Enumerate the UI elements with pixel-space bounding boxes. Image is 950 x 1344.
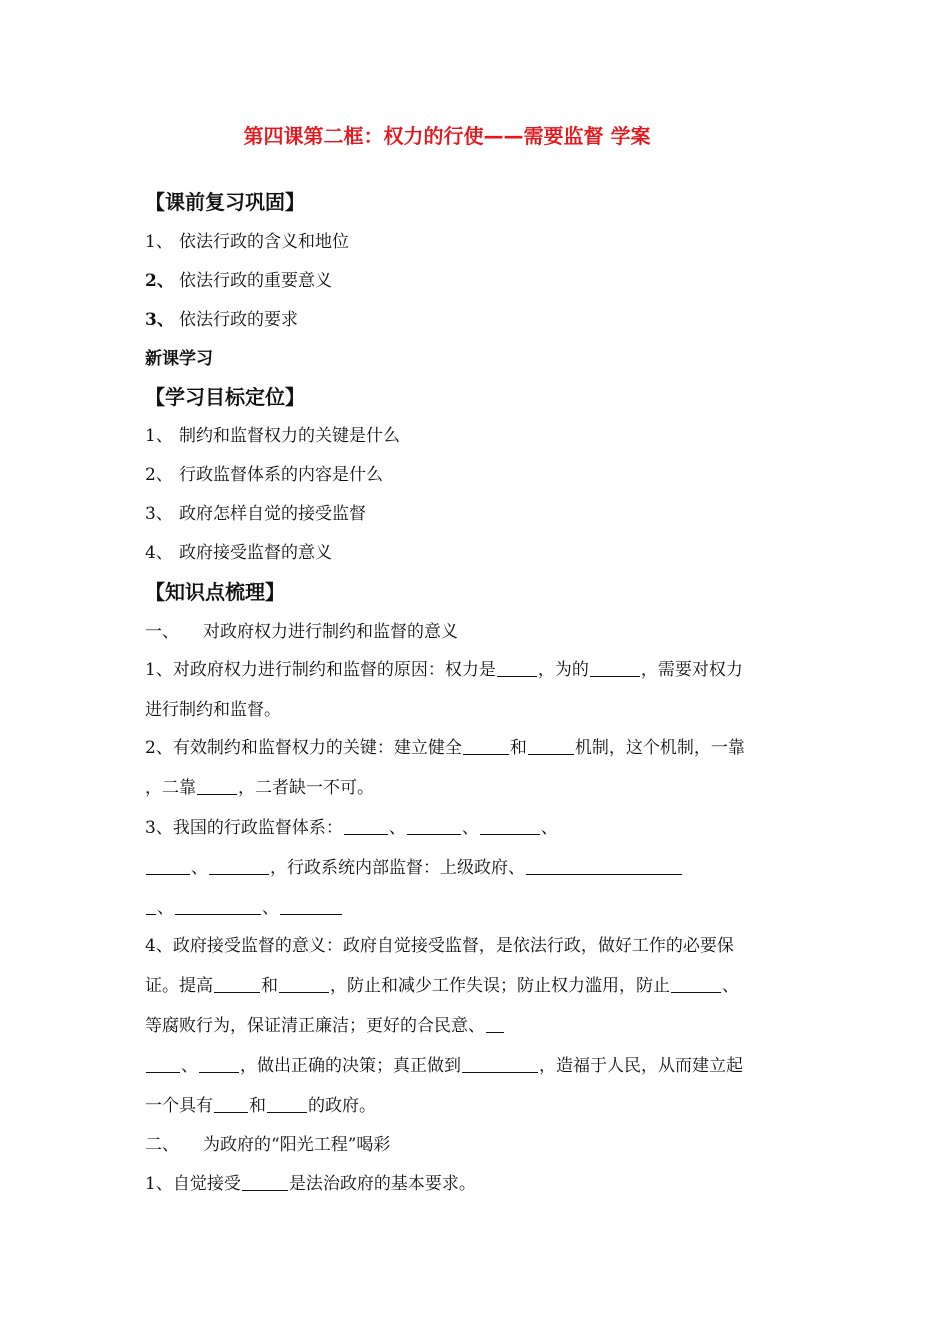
fill-blank[interactable]	[146, 898, 156, 915]
fill-blank[interactable]	[279, 976, 329, 993]
section-one-title	[145, 620, 458, 644]
paragraph-3-line-2	[145, 856, 683, 880]
item-number: 3、	[145, 310, 174, 330]
text: 、	[262, 898, 279, 918]
new-lesson-label: 新课学习	[145, 349, 213, 369]
section-number: 一、	[145, 622, 179, 642]
section-text: 对政府权力进行制约和监督的意义	[203, 622, 458, 642]
fill-blank[interactable]	[528, 738, 574, 755]
fill-blank[interactable]	[214, 1096, 248, 1113]
item-text: 依法行政的重要意义	[179, 271, 332, 291]
paragraph-1-line-2	[145, 698, 281, 722]
section-two-title	[145, 1133, 390, 1157]
fill-blank[interactable]	[146, 1056, 180, 1073]
item-number: 1、	[145, 426, 173, 446]
fill-blank[interactable]	[407, 818, 461, 835]
text: 和	[249, 1096, 266, 1116]
item-number: 2、	[145, 465, 173, 485]
text: 进行制约和监督。	[145, 700, 281, 720]
goal-item-2	[145, 463, 383, 487]
paragraph-4-line-2	[145, 974, 739, 998]
paragraph-2-line-1	[145, 736, 745, 760]
paragraph-3-line-1	[145, 816, 558, 840]
fill-blank[interactable]	[526, 858, 682, 875]
fill-blank[interactable]	[214, 976, 260, 993]
text: 和	[261, 976, 278, 996]
paragraph-5	[145, 1172, 476, 1196]
text: 、	[722, 976, 739, 996]
item-text: 政府怎样自觉的接受监督	[179, 504, 366, 524]
text: ，为的	[537, 660, 589, 680]
text: ，二靠	[145, 778, 196, 798]
item-text: 行政监督体系的内容是什么	[179, 465, 383, 485]
paragraph-1-line-1	[145, 658, 743, 682]
page-title: 第四课第二框：权力的行使——需要监督 学案	[243, 124, 651, 148]
item-text: 政府接受监督的意义	[179, 543, 332, 563]
fill-blank[interactable]	[480, 818, 540, 835]
text: 机制，这个机制，一靠	[574, 738, 745, 758]
paragraph-4-line-1	[145, 934, 734, 958]
review-item-1	[145, 230, 349, 254]
fill-blank[interactable]	[590, 660, 640, 677]
fill-blank[interactable]	[344, 818, 388, 835]
text: 的政府。	[308, 1096, 376, 1116]
knowledge-heading: 【知识点梳理】	[145, 580, 285, 604]
paragraph-2-line-2	[145, 776, 374, 800]
section-number: 二、	[145, 1135, 179, 1155]
fill-blank[interactable]	[267, 1096, 307, 1113]
text: 、	[191, 858, 208, 878]
review-heading: 【课前复习巩固】	[145, 190, 305, 214]
item-text: 依法行政的要求	[179, 310, 298, 330]
fill-blank[interactable]	[242, 1174, 288, 1191]
review-item-3	[145, 308, 298, 332]
text: ，做出正确的决策；真正做到	[240, 1056, 461, 1076]
paragraph-3-line-3	[145, 896, 343, 920]
text: 、	[540, 818, 558, 838]
goal-item-1	[145, 424, 400, 448]
text: ，需要对权力	[640, 660, 743, 680]
text: ，造福于人民，从而建立起	[539, 1056, 743, 1076]
text: 3、我国的行政监督体系：	[145, 818, 343, 838]
text: 等腐败行为，保证清正廉洁；更好的合民意、	[145, 1016, 485, 1036]
text: 证。提高	[145, 976, 213, 996]
text: 4、政府接受监督的意义：政府自觉接受监督，是依法行政，做好工作的必要保	[145, 936, 734, 956]
text: ，防止和减少工作失误；防止权力滥用，防止	[330, 976, 670, 996]
text: 2、有效制约和监督权力的关键：建立健全	[145, 738, 462, 758]
paragraph-4-line-3	[145, 1014, 505, 1038]
section-text: 为政府的“阳光工程”喝彩	[203, 1135, 391, 1155]
fill-blank[interactable]	[175, 898, 261, 915]
item-number: 2、	[145, 271, 174, 291]
fill-blank[interactable]	[209, 858, 269, 875]
text: 一个具有	[145, 1096, 213, 1116]
goal-item-4	[145, 541, 332, 565]
item-number: 4、	[145, 543, 173, 563]
goals-heading: 【学习目标定位】	[145, 385, 305, 409]
text: 、	[157, 898, 174, 918]
text: 是法治政府的基本要求。	[288, 1174, 476, 1194]
item-text: 依法行政的含义和地位	[179, 232, 349, 252]
paragraph-4-line-4	[145, 1054, 743, 1078]
fill-blank[interactable]	[463, 738, 509, 755]
fill-blank[interactable]	[497, 660, 537, 677]
item-number: 3、	[145, 504, 173, 524]
text: 1、自觉接受	[145, 1174, 241, 1194]
fill-blank[interactable]	[486, 1016, 504, 1033]
text: 、	[181, 1056, 198, 1076]
text: ，二者缺一不可。	[238, 778, 374, 798]
item-text: 制约和监督权力的关键是什么	[179, 426, 400, 446]
fill-blank[interactable]	[146, 858, 190, 875]
text: ，行政系统内部监督：上级政府、	[270, 858, 525, 878]
paragraph-4-line-5	[145, 1094, 376, 1118]
item-number: 1、	[145, 232, 173, 252]
text: 1、对政府权力进行制约和监督的原因：权力是	[145, 660, 496, 680]
text: 、	[388, 818, 406, 838]
goal-item-3	[145, 502, 366, 526]
fill-blank[interactable]	[199, 1056, 239, 1073]
review-item-2	[145, 269, 332, 293]
fill-blank[interactable]	[280, 898, 342, 915]
fill-blank[interactable]	[671, 976, 721, 993]
fill-blank[interactable]	[462, 1056, 538, 1073]
text: 和	[509, 738, 527, 758]
fill-blank[interactable]	[197, 778, 237, 795]
text: 、	[461, 818, 479, 838]
